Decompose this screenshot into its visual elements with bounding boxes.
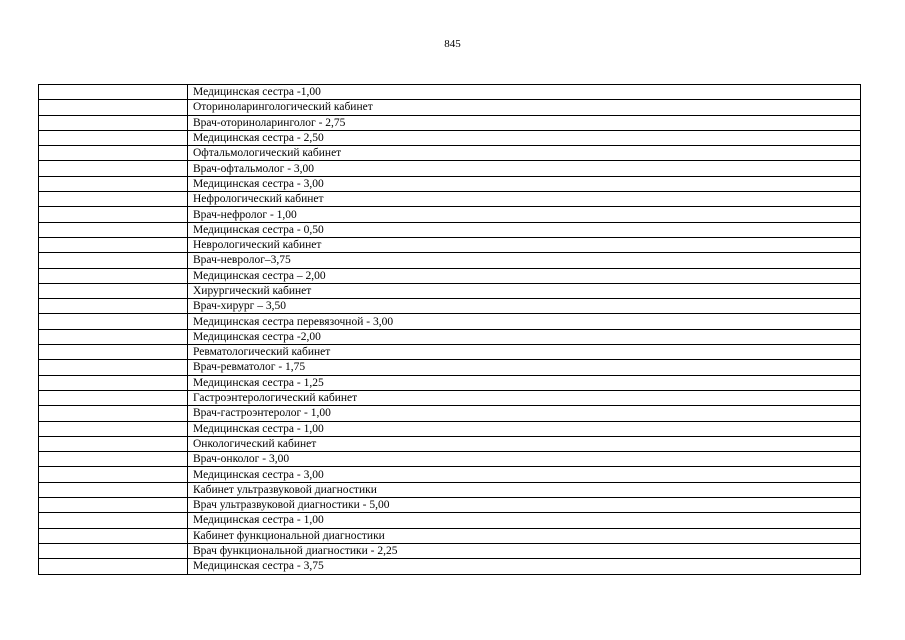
- table-cell-left: [39, 528, 188, 543]
- table-row: [39, 467, 861, 482]
- table-row: [39, 85, 861, 100]
- table-row: [39, 559, 861, 574]
- table-row: [39, 283, 861, 298]
- table-cell-left: [39, 436, 188, 451]
- table-cell-position: Хирургический кабинет: [188, 283, 861, 298]
- table-row: [39, 329, 861, 344]
- table-cell-left: [39, 146, 188, 161]
- table-cell-position: Медицинская сестра - 3,75: [188, 559, 861, 574]
- table-cell-position: Оториноларингологический кабинет: [188, 100, 861, 115]
- table-row: [39, 360, 861, 375]
- table-row: [39, 176, 861, 191]
- table-cell-position: Врач-хирург – 3,50: [188, 299, 861, 314]
- table-cell-position: Медицинская сестра - 3,00: [188, 467, 861, 482]
- table-cell-position: Медицинская сестра - 3,00: [188, 176, 861, 191]
- table-cell-position: Офтальмологический кабинет: [188, 146, 861, 161]
- table-cell-left: [39, 299, 188, 314]
- table-row: [39, 421, 861, 436]
- table-row: [39, 130, 861, 145]
- table-cell-left: [39, 421, 188, 436]
- table-cell-left: [39, 222, 188, 237]
- table-cell-position: Нефрологический кабинет: [188, 192, 861, 207]
- table-row: [39, 528, 861, 543]
- table-cell-position: Медицинская сестра - 2,50: [188, 130, 861, 145]
- table-row: [39, 146, 861, 161]
- table-cell-left: [39, 406, 188, 421]
- table-row: [39, 498, 861, 513]
- table-cell-position: Врач-гастроэнтеролог - 1,00: [188, 406, 861, 421]
- page-number: 845: [444, 38, 461, 50]
- table-cell-left: [39, 283, 188, 298]
- table-cell-left: [39, 176, 188, 191]
- table-cell-position: Кабинет функциональной диагностики: [188, 528, 861, 543]
- table-row: [39, 436, 861, 451]
- table-row: [39, 253, 861, 268]
- table-row: [39, 222, 861, 237]
- table-cell-left: [39, 345, 188, 360]
- table-cell-position: Медицинская сестра -2,00: [188, 329, 861, 344]
- table-row: [39, 390, 861, 405]
- table-cell-left: [39, 513, 188, 528]
- table-cell-position: Врач-ревматолог - 1,75: [188, 360, 861, 375]
- table-row: [39, 192, 861, 207]
- table-cell-position: Врач ультразвуковой диагностики - 5,00: [188, 498, 861, 513]
- table-cell-position: Медицинская сестра перевязочной - 3,00: [188, 314, 861, 329]
- table-cell-position: Медицинская сестра – 2,00: [188, 268, 861, 283]
- table-cell-position: Медицинская сестра - 1,00: [188, 513, 861, 528]
- table-cell-left: [39, 559, 188, 574]
- table-cell-left: [39, 467, 188, 482]
- table-cell-position: Гастроэнтерологический кабинет: [188, 390, 861, 405]
- table-cell-left: [39, 161, 188, 176]
- table-cell-position: Врач-оториноларинголог - 2,75: [188, 115, 861, 130]
- table-cell-left: [39, 314, 188, 329]
- table-cell-left: [39, 253, 188, 268]
- table-cell-position: Медицинская сестра - 0,50: [188, 222, 861, 237]
- table-row: [39, 406, 861, 421]
- table-cell-left: [39, 482, 188, 497]
- table-row: [39, 237, 861, 252]
- table-cell-position: Врач-невролог–3,75: [188, 253, 861, 268]
- table-row: [39, 207, 861, 222]
- table-cell-left: [39, 100, 188, 115]
- table-row: [39, 452, 861, 467]
- table-cell-left: [39, 329, 188, 344]
- table-cell-left: [39, 130, 188, 145]
- table-row: [39, 268, 861, 283]
- table-cell-position: Медицинская сестра -1,00: [188, 85, 861, 100]
- table-cell-position: Медицинская сестра - 1,25: [188, 375, 861, 390]
- table-cell-left: [39, 115, 188, 130]
- table-cell-position: Врач-нефролог - 1,00: [188, 207, 861, 222]
- table-cell-position: Неврологический кабинет: [188, 237, 861, 252]
- table-cell-left: [39, 192, 188, 207]
- table-cell-left: [39, 452, 188, 467]
- table-cell-left: [39, 268, 188, 283]
- table-row: [39, 100, 861, 115]
- table-cell-left: [39, 375, 188, 390]
- table-row: [39, 161, 861, 176]
- table-cell-left: [39, 543, 188, 558]
- table-row: [39, 482, 861, 497]
- table-cell-position: Врач-офтальмолог - 3,00: [188, 161, 861, 176]
- table-cell-left: [39, 498, 188, 513]
- staffing-table-body: [39, 85, 861, 575]
- table-cell-left: [39, 390, 188, 405]
- table-row: [39, 314, 861, 329]
- table-row: [39, 513, 861, 528]
- table-cell-left: [39, 360, 188, 375]
- table-row: [39, 543, 861, 558]
- table-cell-position: Медицинская сестра - 1,00: [188, 421, 861, 436]
- table-cell-position: Кабинет ультразвуковой диагностики: [188, 482, 861, 497]
- table-cell-position: Врач функциональной диагностики - 2,25: [188, 543, 861, 558]
- table-row: [39, 375, 861, 390]
- table-row: [39, 345, 861, 360]
- table-cell-position: Онкологический кабинет: [188, 436, 861, 451]
- table-cell-left: [39, 207, 188, 222]
- table-cell-left: [39, 85, 188, 100]
- table-row: [39, 299, 861, 314]
- table-row: [39, 115, 861, 130]
- table-cell-position: Врач-онколог - 3,00: [188, 452, 861, 467]
- table-cell-left: [39, 237, 188, 252]
- table-cell-position: Ревматологический кабинет: [188, 345, 861, 360]
- staffing-table: [38, 84, 861, 575]
